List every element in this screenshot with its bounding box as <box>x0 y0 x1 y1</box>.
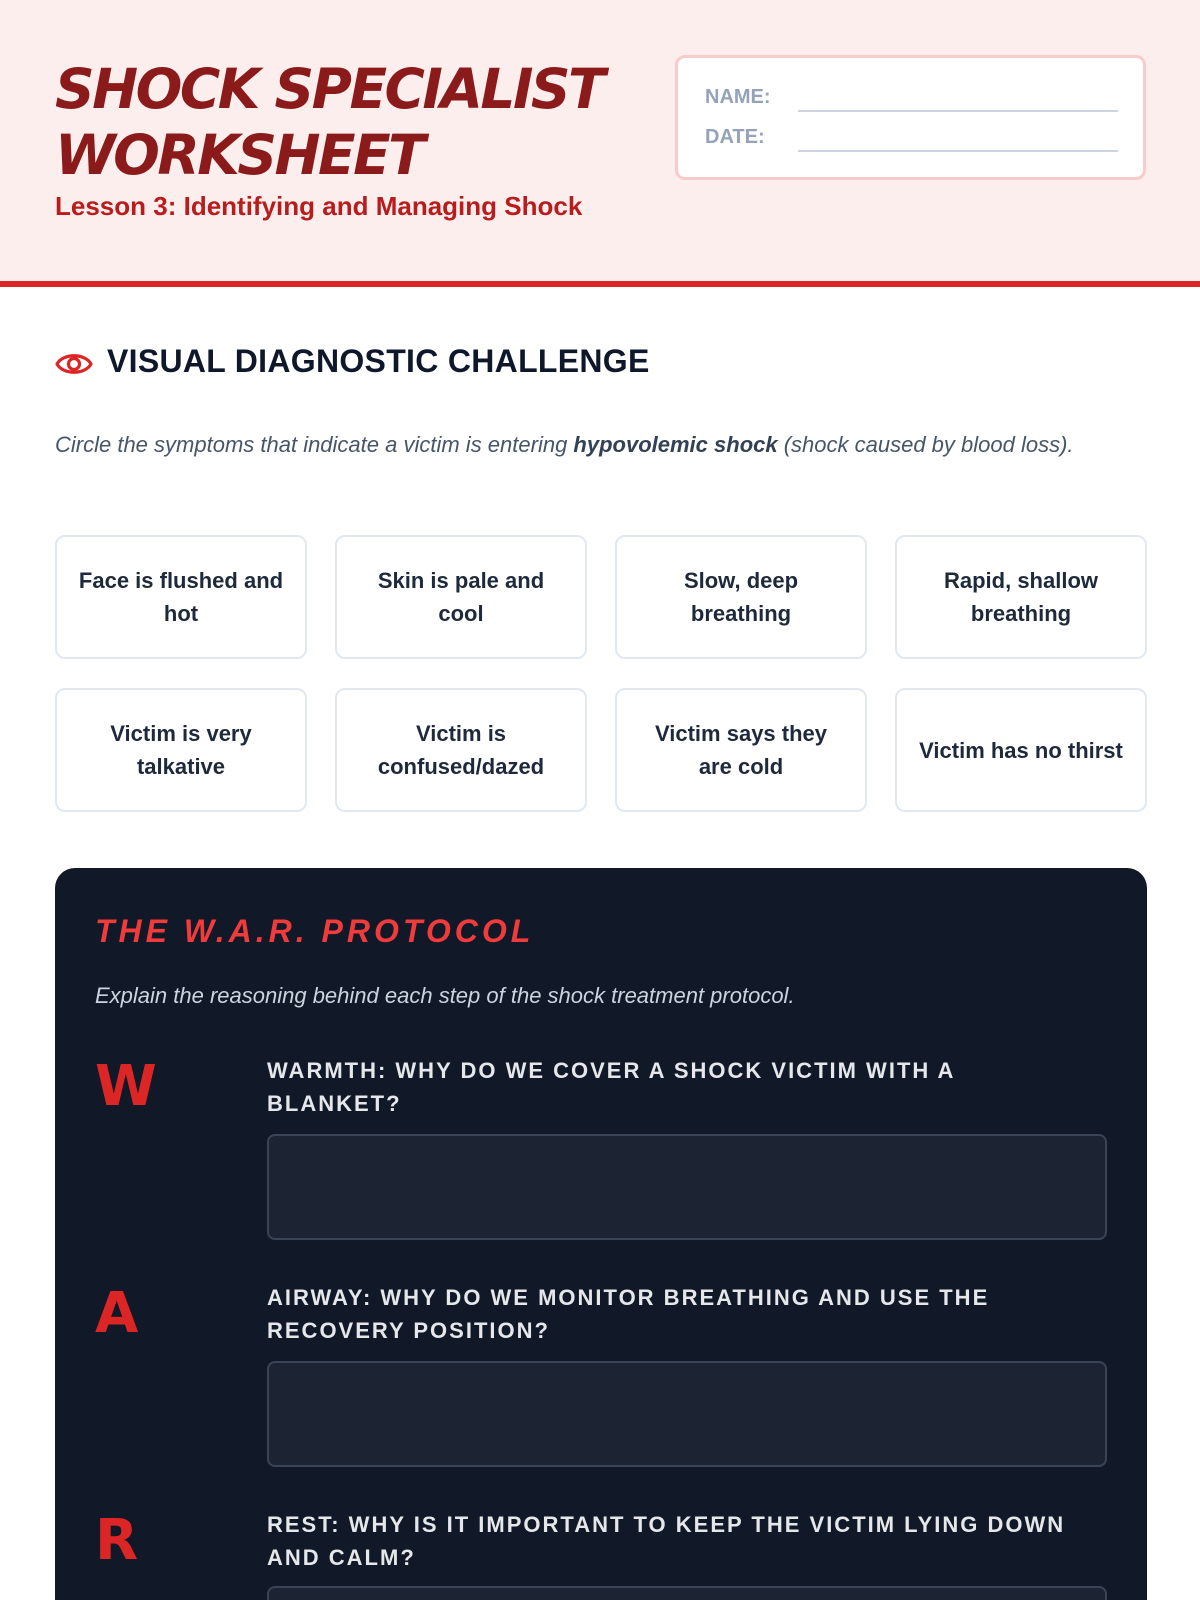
step-letter-r: R <box>95 1508 139 1573</box>
symptom-card[interactable]: Victim is very talkative <box>55 688 307 812</box>
name-date-box <box>675 55 1146 180</box>
symptom-card[interactable]: Victim says they are cold <box>615 688 867 812</box>
date-field[interactable] <box>798 150 1118 152</box>
symptom-card[interactable]: Slow, deep breathing <box>615 535 867 659</box>
highlight-term: hypovolemic shock <box>573 432 778 457</box>
answer-field-airway[interactable] <box>267 1361 1107 1467</box>
step-letter-a: A <box>95 1281 139 1346</box>
page-subtitle: Lesson 3: Identifying and Managing Shock <box>55 191 583 221</box>
worksheet-header <box>0 0 1200 287</box>
protocol-description: Explain the reasoning behind each step of the shock treatment protocol. <box>95 983 795 1008</box>
protocol-title: THE W.A.R. PROTOCOL <box>95 913 535 949</box>
answer-field-warmth[interactable] <box>267 1134 1107 1240</box>
answer-field-rest[interactable] <box>267 1586 1107 1600</box>
symptom-card[interactable]: Face is flushed and hot <box>55 535 307 659</box>
name-field[interactable] <box>798 110 1118 112</box>
symptom-card[interactable]: Victim has no thirst <box>895 688 1147 812</box>
date-label: DATE: <box>705 126 765 148</box>
step-question-warmth: WARMTH: WHY DO WE COVER A SHOCK VICTIM WITH A BLANKET? <box>267 1058 955 1116</box>
symptom-card[interactable]: Rapid, shallow breathing <box>895 535 1147 659</box>
eye-icon <box>55 347 93 381</box>
war-protocol-panel <box>55 868 1147 1600</box>
symptom-card[interactable]: Victim is confused/dazed <box>335 688 587 812</box>
page-title: SHOCK SPECIALIST WORKSHEET <box>55 57 604 187</box>
diagnostic-instructions: Circle the symptoms that indicate a victim is entering hypovolemic shock (shock caused by blood loss). <box>55 432 1074 457</box>
step-question-rest: REST: WHY IS IT IMPORTANT TO KEEP THE VICTIM LYING DOWN AND CALM? <box>267 1512 1066 1570</box>
step-letter-w: W <box>95 1054 157 1119</box>
step-question-airway: AIRWAY: WHY DO WE MONITOR BREATHING AND USE THE RECOVERY POSITION? <box>267 1285 990 1343</box>
name-label: NAME: <box>705 86 771 108</box>
symptom-card[interactable]: Skin is pale and cool <box>335 535 587 659</box>
section-title: VISUAL DIAGNOSTIC CHALLENGE <box>107 343 650 379</box>
symptom-grid <box>55 535 1147 812</box>
